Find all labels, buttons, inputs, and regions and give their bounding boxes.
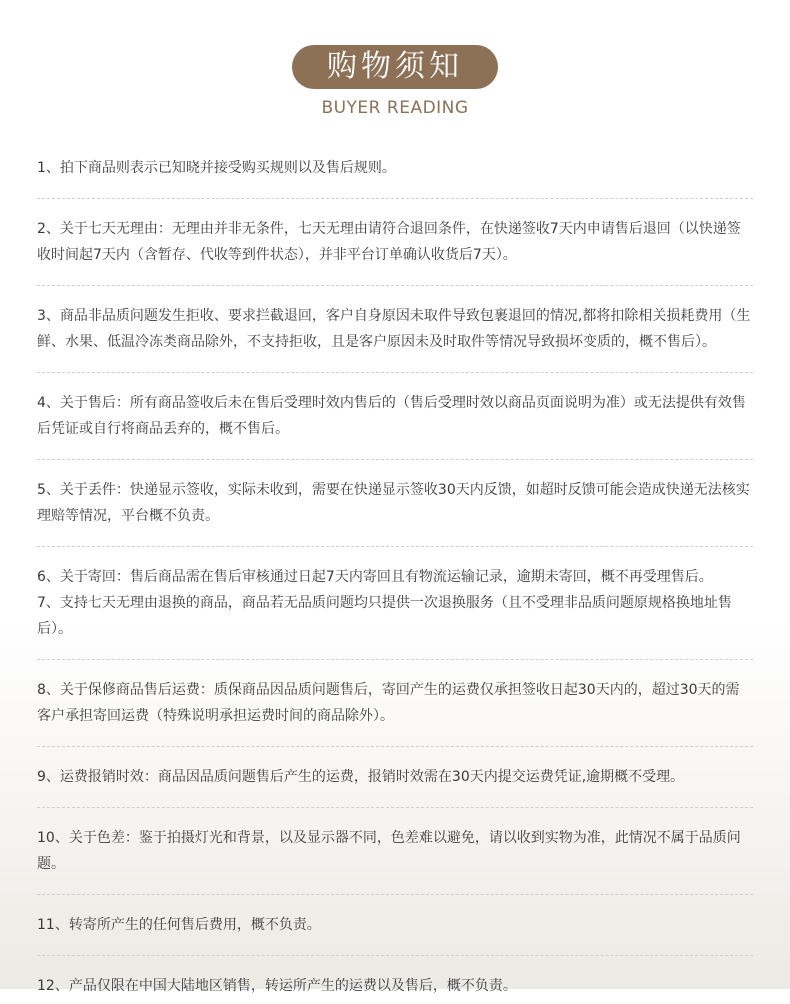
rule-item-9: 9、运费报销时效：商品因品质问题售后产生的运费，报销时效需在30天内提交运费凭证,逾期概不受理。: [37, 769, 685, 785]
divider: [37, 459, 753, 460]
rule-block-11: [37, 907, 753, 943]
rule-item-7: 7、支持七天无理由退换的商品，商品若无品质问题均只提供一次退换服务（且不受理非品质问题原规格换地址售后）。: [37, 595, 732, 637]
rule-item-4: 4、关于售后：所有商品签收后未在售后受理时效内售后的（售后受理时效以商品页面说明为准）或无法提供有效售后凭证或自行将商品丢弃的，概不售后。: [37, 395, 746, 437]
rule-block-9: [37, 759, 753, 795]
rule-item-8: 8、关于保修商品售后运费：质保商品因品质问题售后，寄回产生的运费仅承担签收日起30天内的，超过30天的需客户承担寄回运费（特殊说明承担运费时间的商品除外）。: [37, 682, 740, 724]
rule-block-3: [37, 298, 753, 360]
divider: [37, 746, 753, 747]
rule-item-11: 11、转寄所产生的任何售后费用，概不负责。: [37, 917, 321, 933]
rules-list: [37, 150, 753, 1004]
rule-block-2: [37, 211, 753, 273]
divider: [37, 198, 753, 199]
divider: [37, 955, 753, 956]
rule-block-6-7: [37, 559, 753, 647]
rule-item-1: 1、拍下商品则表示已知晓并接受购买规则以及售后规则。: [37, 160, 396, 176]
page-title: 购物须知: [292, 45, 498, 89]
rule-block-8: [37, 672, 753, 734]
rule-item-5: 5、关于丢件：快递显示签收，实际未收到，需要在快递显示签收30天内反馈，如超时反馈可能会造成快递无法核实理赔等情况，平台概不负责。: [37, 482, 750, 524]
divider: [37, 285, 753, 286]
page-subtitle: BUYER READING: [321, 98, 469, 118]
rule-block-12: [37, 968, 753, 1004]
header: [0, 45, 790, 118]
rule-block-4: [37, 385, 753, 447]
rule-block-5: [37, 472, 753, 534]
rule-item-2: 2、关于七天无理由：无理由并非无条件，七天无理由请符合退回条件，在快递签收7天内申请售后退回（以快递签收时间起7天内（含暂存、代收等到件状态），并非平台订单确认收货后7天）。: [37, 221, 741, 263]
rule-item-12: 12、产品仅限在中国大陆地区销售，转运所产生的运费以及售后，概不负责。: [37, 978, 517, 994]
divider: [37, 807, 753, 808]
rule-block-1: [37, 150, 753, 186]
divider: [37, 659, 753, 660]
divider: [37, 546, 753, 547]
rule-block-10: [37, 820, 753, 882]
rule-item-3: 3、商品非品质问题发生拒收、要求拦截退回，客户自身原因未取件导致包裹退回的情况,都将扣除相关损耗费用（生鲜、水果、低温冷冻类商品除外，不支持拒收，且是客户原因未及时取件等情况导致损坏变质的，概不售后）。: [37, 308, 751, 350]
rule-item-6: 6、关于寄回：售后商品需在售后审核通过日起7天内寄回且有物流运输记录，逾期未寄回，概不再受理售后。: [37, 569, 713, 585]
rule-item-10: 10、关于色差：鉴于拍摄灯光和背景，以及显示器不同，色差难以避免，请以收到实物为准，此情况不属于品质问题。: [37, 830, 741, 872]
divider: [37, 372, 753, 373]
divider: [37, 894, 753, 895]
